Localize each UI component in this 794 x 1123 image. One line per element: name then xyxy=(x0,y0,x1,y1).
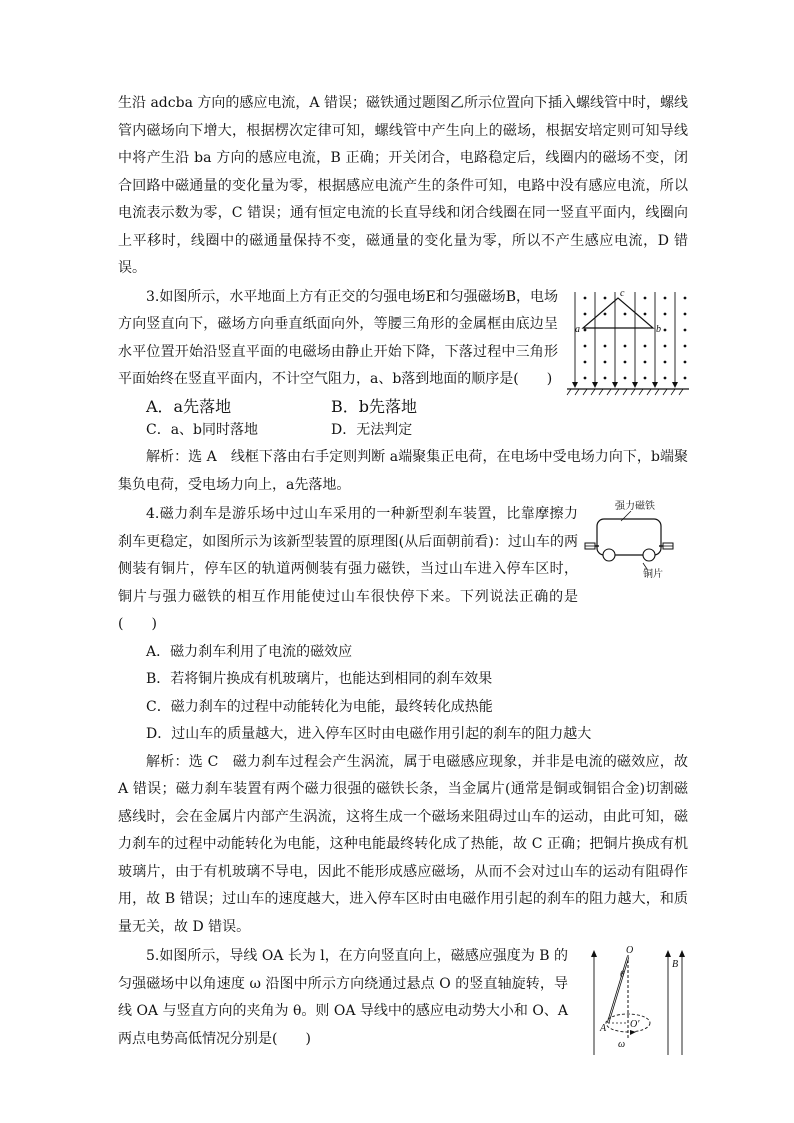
label-O-prime: O′ xyxy=(630,1019,640,1030)
label-b: b xyxy=(656,323,661,335)
q4-option-c: C．磁力刹车的过程中动能转化为电能，最终转化成热能 xyxy=(146,698,493,715)
q4-stem: 4.磁力刹车是游乐场中过山车采用的一种新型刹车装置，比靠摩擦力刹车更稳定，如图所示为该新型装置的原理图(从后面朝前看)：过山车的两侧装有铜片，停车区的轨道两侧装有强力磁铁，当过山车进入停车区时，铜片与强力磁铁的相互作用能使过山车很快停下来。下列说法正确的是( ) xyxy=(118,506,578,632)
brake-diagram xyxy=(583,499,691,579)
question-4 xyxy=(118,501,688,941)
q4-analysis: 解析：选 C 磁力刹车过程会产生涡流，属于电磁感应现象，并非是电流的磁效应，故 A 错误；磁力刹车装置有两个磁力很强的磁铁长条，当金属片(通常是铜或铜铝合金)切割磁感线时，会在金属片内部产生涡流，这将生成一个磁场来阻碍过山车的运动，由此可知，磁力刹车的过程中动能转化为电能，这种电能最终转化成了热能，故 C 正确；把铜片换成有机玻璃片，由于有机玻璃不导电，因此不能形成感应磁场，从而不会对过山车的运动有阻碍作用，故 B 错误；过山车的速度越大，进入停车区时由电磁作用引起的刹车的阻力越大，和质量无关，故 D 错误。 xyxy=(118,753,688,935)
label-B: B xyxy=(672,959,679,970)
q3-options-row-2 xyxy=(118,417,688,445)
label-theta: θ xyxy=(620,969,625,979)
q3-option-b: B．b先落地 xyxy=(331,396,418,416)
question-5 xyxy=(118,943,688,1053)
label-O: O xyxy=(626,945,634,956)
triangle-frame xyxy=(583,298,653,328)
q3-option-c: C．a、b同时落地 xyxy=(146,421,259,438)
q4-option-b: B．若将铜片换成有机玻璃片，也能达到相同的刹车效果 xyxy=(146,671,493,687)
q3-stem: 3.如图所示，水平地面上方有正交的匀强电场E和匀强磁场B，电场方向竖直向下，磁场方向垂直纸面向外，等腰三角形的金属框由底边呈水平位置开始沿竖直平面的电磁场由静止开始下降，下落过程中三角形平面始终在竖直平面内，不计空气阻力，a、b落到地面的顺序是( ) xyxy=(118,288,558,387)
label-omega: ω xyxy=(618,1039,626,1050)
q5-figure xyxy=(588,943,688,1061)
q3-analysis: 解析：选 A 线框下落由右手定则判断 a端聚集正电荷，在电场中受电场力向下，b端聚集负电荷，受电场力向上，a先落地。 xyxy=(118,449,688,493)
label-a: a xyxy=(575,323,580,335)
field-diagram xyxy=(563,282,693,400)
q5-stem: 5.如图所示，导线 OA 长为 l，在方向竖直向上，磁感应强度为 B 的匀强磁场中以角速度 ω 沿图中所示方向绕通过悬点 O 的竖直轴旋转，导线 OA 与竖直方向的夹角为 θ。则 OA 导线中的感应电动势大小和 O、A 两点电势高低情况分别是( ) xyxy=(118,948,568,1047)
q3-option-d: D．无法判定 xyxy=(331,421,413,438)
q4-figure xyxy=(583,499,691,579)
rotation-diagram xyxy=(588,943,688,1061)
label-c: c xyxy=(620,287,625,299)
label-copper: 铜片 xyxy=(643,569,663,579)
q3-figure xyxy=(563,282,693,400)
question-3 xyxy=(118,284,688,500)
q4-option-d: D．过山车的质量越大，进入停车区时由电磁作用引起的刹车的阻力越大 xyxy=(146,726,592,742)
top-paragraph: 生沿 adcba 方向的感应电流，A 错误；磁铁通过题图乙所示位置向下插入螺线管中时，螺线管内磁场向下增大，根据楞次定律可知，螺线管中产生向上的磁场，根据安培定则可知导线中将产生沿 ba 方向的感应电流，B 正确；开关闭合，电路稳定后，线圈内的磁场不变，闭合回路中磁通量的变化量为零，根据感应电流产生的条件可知，电路中没有感应电流，所以电流表示数为零，C 错误；通有恒定电流的长直导线和闭合线圈在同一竖直平面内，线圈向上平移时，线圈中的磁通量保持不变，磁通量的变化量为零，所以不产生感应电流，D 错误。 xyxy=(118,95,688,276)
document-page xyxy=(118,90,688,1053)
q4-option-a: A．磁力刹车利用了电流的磁效应 xyxy=(146,643,353,660)
label-magnet: 强力磁铁 xyxy=(615,501,655,512)
q3-option-a: A．a先落地 xyxy=(146,396,232,416)
label-A: A xyxy=(600,1023,607,1034)
